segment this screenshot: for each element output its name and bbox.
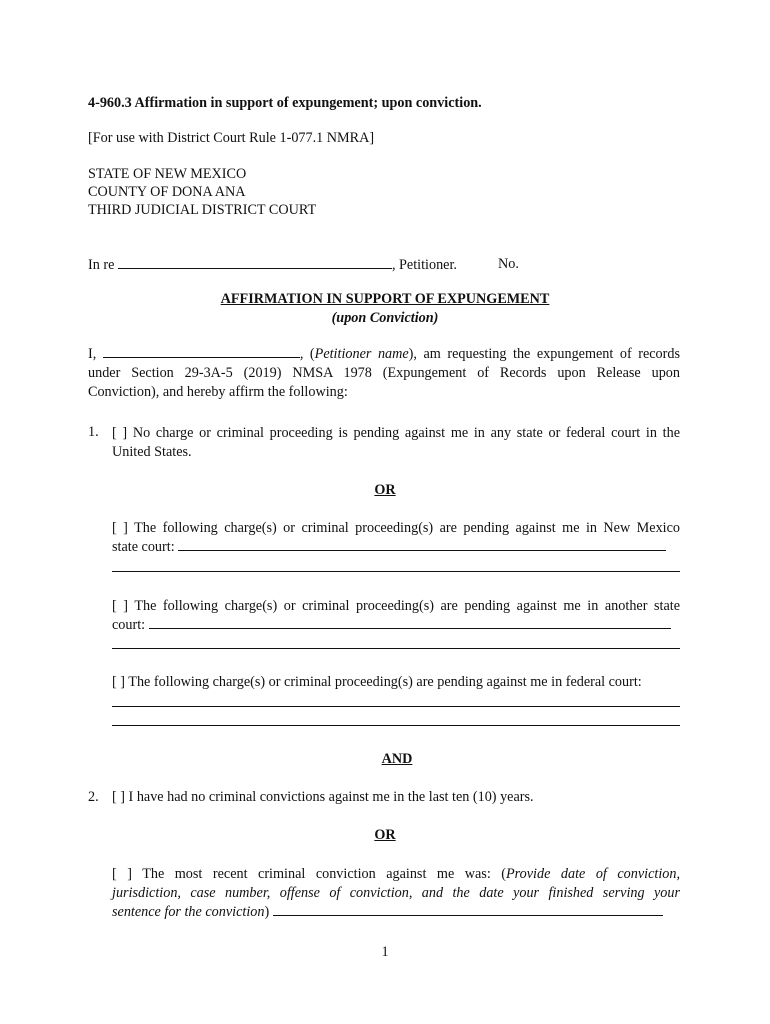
recent-conviction-text [112, 865, 680, 922]
intro-line-2: under Section 29-3A-5 (2019) NMSA 1978 (Expungement of Records upon Release upon [88, 365, 680, 381]
option-federal-blank-1[interactable] [112, 706, 680, 707]
court-district: THIRD JUDICIAL DISTRICT COURT [88, 202, 317, 218]
option-other-line-1: [ ] The following charge(s) or criminal proceeding(s) are pending against me in another state [112, 598, 680, 614]
intro-rest: ), am requesting the expungement of records [408, 346, 680, 362]
intro-paragraph [88, 345, 680, 402]
item-2-number: 2. [88, 789, 99, 805]
intro-after-blank: , ( [299, 346, 315, 362]
option-nm-line-1: [ ] The following charge(s) or criminal proceeding(s) are pending against me in New Mexico [112, 520, 680, 536]
option-other-line-2 [112, 616, 680, 635]
recent-line-2: jurisdiction, case number, offense of conviction, and the date your finished serving your [112, 885, 680, 901]
or-divider-1: OR [374, 482, 396, 498]
recent-italic-1: Provide date of conviction, [506, 866, 681, 882]
option-other-text [112, 597, 680, 635]
option-nm-text [112, 519, 680, 557]
recent-italic-3: sentence for the conviction [112, 904, 265, 920]
recent-suffix: ) [264, 904, 270, 920]
item-1-text [112, 424, 680, 462]
case-number-label: No. [498, 256, 519, 272]
item-1-line-2: United States. [112, 444, 192, 460]
affirmation-heading: AFFIRMATION IN SUPPORT OF EXPUNGEMENT [220, 291, 550, 307]
option-other-blank[interactable] [149, 616, 671, 629]
form-title: 4-960.3 Affirmation in support of expungement; upon conviction. [88, 95, 482, 111]
or-divider-2: OR [374, 827, 396, 843]
option-federal-line-1: [ ] The following charge(s) or criminal proceeding(s) are pending against me in federal court: [112, 674, 642, 690]
option-other-label: court: [112, 617, 146, 633]
item-2-line-1: [ ] I have had no criminal convictions against me in the last ten (10) years. [112, 789, 534, 805]
petitioner-name-blank[interactable] [103, 345, 300, 358]
intro-i: I, [88, 346, 97, 362]
and-divider: AND [381, 751, 413, 767]
intro-line-1 [88, 345, 680, 364]
intro-line-3: Conviction), and hereby affirm the following: [88, 384, 348, 400]
option-nm-line-2 [112, 538, 680, 557]
option-nm-label: state court: [112, 539, 175, 555]
item-1-line-1: [ ] No charge or criminal proceeding is pending against me in any state or federal court in the [112, 425, 680, 441]
option-nm-line-blank[interactable] [112, 571, 680, 572]
recent-blank[interactable] [273, 903, 663, 916]
option-nm-blank[interactable] [178, 538, 666, 551]
court-county: COUNTY OF DONA ANA [88, 184, 246, 200]
page-number: 1 [381, 944, 389, 960]
affirmation-subheading: (upon Conviction) [331, 310, 439, 326]
option-other-line-blank[interactable] [112, 648, 680, 649]
court-state: STATE OF NEW MEXICO [88, 166, 247, 182]
recent-line-3 [112, 903, 680, 922]
recent-line-1 [112, 865, 680, 884]
rule-note: [For use with District Court Rule 1-077.1 NMRA] [88, 130, 375, 146]
caption-line [88, 256, 457, 274]
option-federal-blank-2[interactable] [112, 725, 680, 726]
in-re-label: In re [88, 257, 115, 273]
item-1-number: 1. [88, 424, 99, 440]
petitioner-blank[interactable] [118, 256, 392, 269]
petitioner-label: , Petitioner. [391, 257, 457, 273]
petitioner-name-hint: Petitioner name [314, 346, 409, 362]
recent-prefix: [ ] The most recent criminal conviction against me was: ( [112, 866, 506, 882]
